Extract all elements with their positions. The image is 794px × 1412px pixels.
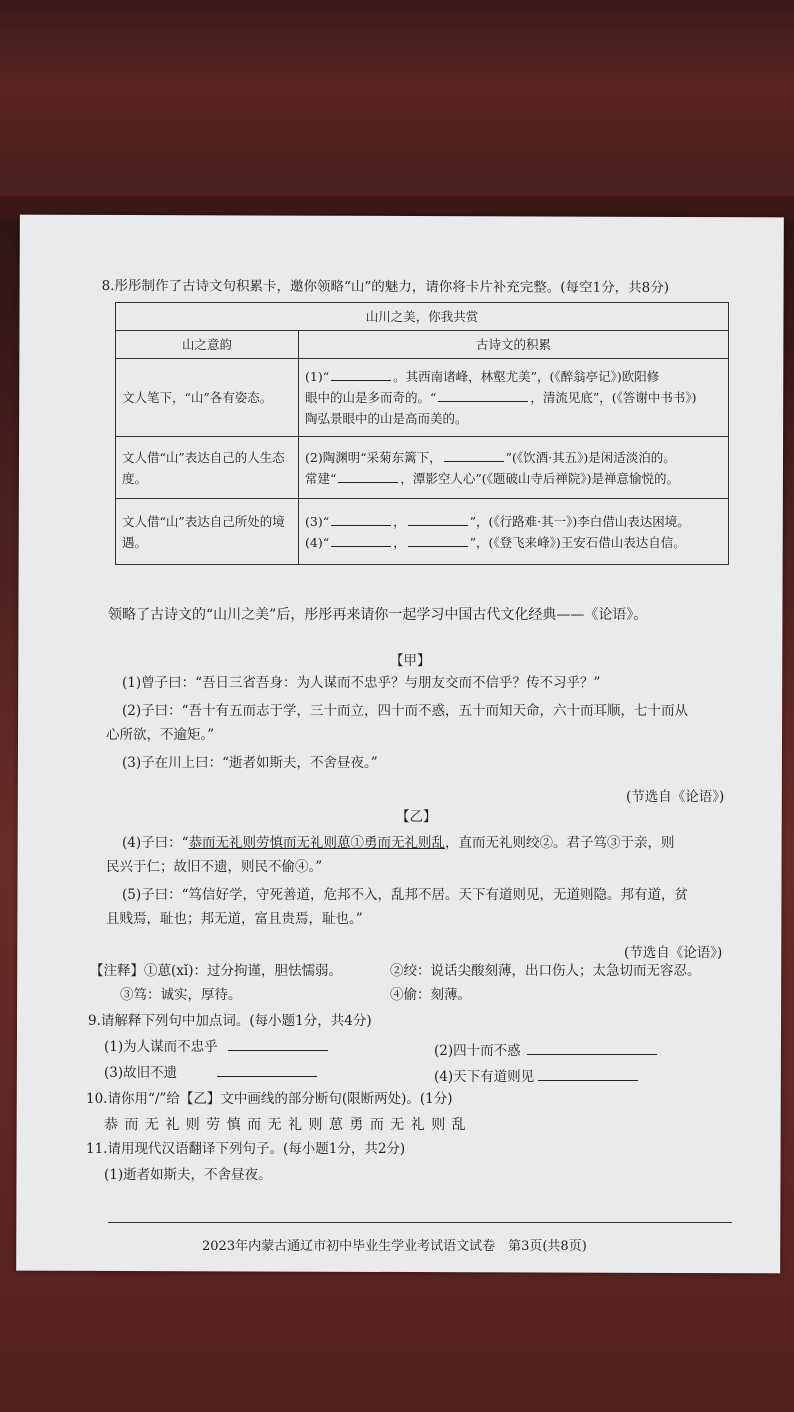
card-col1-header: 山之意韵 [116, 331, 299, 359]
text: 常建“ [305, 470, 337, 486]
note-3: ③笃：诚实，厚待。 [120, 987, 242, 1003]
answer-line-q11[interactable] [108, 1222, 732, 1223]
answer-line[interactable] [538, 1068, 638, 1081]
note-4: ④偷：刻薄。 [390, 987, 471, 1003]
accumulation-card [115, 302, 729, 565]
answer-line[interactable] [228, 1038, 328, 1051]
jia-line-2: (2)子曰：“吾十有五而志于学，三十而立，四十而不惑，五十而知天命，六十而耳顺，七十而从 [122, 703, 689, 719]
text: (4)天下有道则见 [434, 1069, 535, 1085]
text: ， [393, 534, 406, 550]
text: (4)“ [305, 534, 330, 550]
text: (4)子曰：“ [122, 835, 189, 851]
q9-item-2 [434, 1042, 659, 1060]
jia-line-3: 心所欲，不逾矩。” [106, 727, 215, 743]
jia-source: (节选自《论语》) [626, 789, 725, 805]
blank-1[interactable] [331, 368, 391, 381]
text: ，直而无礼则绞②。君子笃③于亲，则 [445, 835, 675, 851]
notes-line-1 [90, 962, 342, 980]
jia-line-4: (3)子在川上曰：“逝者如斯夫，不舍昼夜。” [122, 755, 378, 771]
answer-line[interactable] [217, 1064, 317, 1077]
text: ”(《饮酒·其五》)是闲适淡泊的。 [505, 449, 676, 465]
yi-heading: 【乙】 [396, 809, 437, 825]
card-row2-left: 文人借“山”表达自己的人生态度。 [116, 437, 299, 499]
text: 陶弘景眼中的山是高而美的。 [305, 411, 468, 426]
yi-source: (节选自《论语》) [624, 945, 723, 961]
card-row2-right [299, 437, 729, 499]
yi-line-1 [122, 834, 675, 852]
q10-prompt: 10.请你用“/”给【乙】文中画线的部分断句(限断两处)。(1分) [86, 1091, 453, 1107]
text: (2)陶渊明“采菊东篱下， [305, 449, 442, 465]
card-row1-left: 文人笔下，“山”各有姿态。 [116, 359, 299, 437]
q11-prompt: 11.请用现代汉语翻译下列句子。(每小题1分，共2分) [86, 1141, 406, 1157]
notes-label: 【注释】 [90, 963, 144, 979]
text: ”，(《行路难·其一》)李白借山表达困境。 [469, 513, 690, 529]
q11-item-1: (1)逝者如斯夫，不舍昼夜。 [104, 1167, 272, 1183]
card-row1-right [299, 359, 729, 437]
q9-prompt: 9.请解释下列句中加点词。(每小题1分，共4分) [88, 1013, 372, 1029]
card-row3-left: 文人借“山”表达自己所处的境遇。 [116, 499, 299, 565]
text: ，清流见底”，(《答谢中书书》) [530, 390, 697, 405]
yi-line-3: (5)子曰：“笃信好学，守死善道，危邦不入，乱邦不居。天下有道则见，无道则隐。邦有道，贫 [122, 887, 689, 903]
yi-line-4: 且贱焉，耻也；邦无道，富且贵焉，耻也。” [106, 911, 363, 927]
blank-5[interactable] [331, 513, 391, 526]
q10-text: 恭 而 无 礼 则 劳 慎 而 无 礼 则 葸 勇 而 无 礼 则 乱 [104, 1117, 467, 1133]
intro-text: 领略了古诗文的“山川之美”后，彤彤再来请你一起学习中国古代文化经典——《论语》。 [108, 607, 648, 623]
blank-4[interactable] [338, 470, 398, 483]
underlined-passage: 恭而无礼则劳慎而无礼则葸①勇而无礼则乱 [188, 835, 446, 851]
text: 眼中的山是多而奇的。“ [305, 390, 437, 405]
q9-item-3 [104, 1064, 319, 1082]
q9-item-4 [434, 1068, 640, 1086]
page-footer: 2023年内蒙古通辽市初中毕业生学业考试语文试卷 第3页(共8页) [202, 1239, 587, 1254]
jia-line-1: (1)曾子曰：“吾日三省吾身：为人谋而不忠乎？与朋友交而不信乎？传不习乎？” [122, 675, 601, 691]
blank-2[interactable] [438, 389, 528, 402]
text: (3)“ [305, 513, 330, 529]
text: ”，(《登飞来峰》)王安石借山表达自信。 [469, 534, 686, 550]
text: (1)为人谋而不忠乎 [104, 1039, 218, 1055]
card-title: 山川之美，你我共赏 [116, 303, 729, 331]
q8-prompt: 8.彤彤制作了古诗文句积累卡，邀你领略“山”的魅力，请你将卡片补充完整。(每空1分，共8分) [101, 277, 670, 296]
blank-6[interactable] [408, 513, 468, 526]
text: ， [393, 513, 406, 529]
card-row3-right [299, 499, 729, 565]
note-1: ①葸(xǐ)：过分拘谨，胆怯懦弱。 [144, 963, 342, 979]
card-col2-header: 古诗文的积累 [299, 331, 729, 359]
text: (1)“ [305, 369, 330, 384]
text: (2)四十而不惑 [434, 1043, 521, 1059]
text: (3)故旧不遗 [104, 1065, 178, 1081]
text: ，潭影空人心”(《题破山寺后禅院》)是禅意愉悦的。 [400, 470, 680, 486]
answer-line[interactable] [527, 1042, 657, 1055]
blank-8[interactable] [408, 534, 468, 547]
blank-7[interactable] [331, 534, 391, 547]
blank-3[interactable] [444, 449, 504, 462]
jia-heading: 【甲】 [390, 653, 431, 669]
text: 。其西南诸峰，林壑尤美”，(《醉翁亭记》)欧阳修 [393, 369, 660, 384]
yi-line-2: 民兴于仁；故旧不遗，则民不偷④。” [106, 859, 323, 875]
note-2: ②绞：说话尖酸刻薄，出口伤人；太急切而无容忍。 [390, 963, 701, 979]
q9-item-1 [104, 1038, 330, 1056]
